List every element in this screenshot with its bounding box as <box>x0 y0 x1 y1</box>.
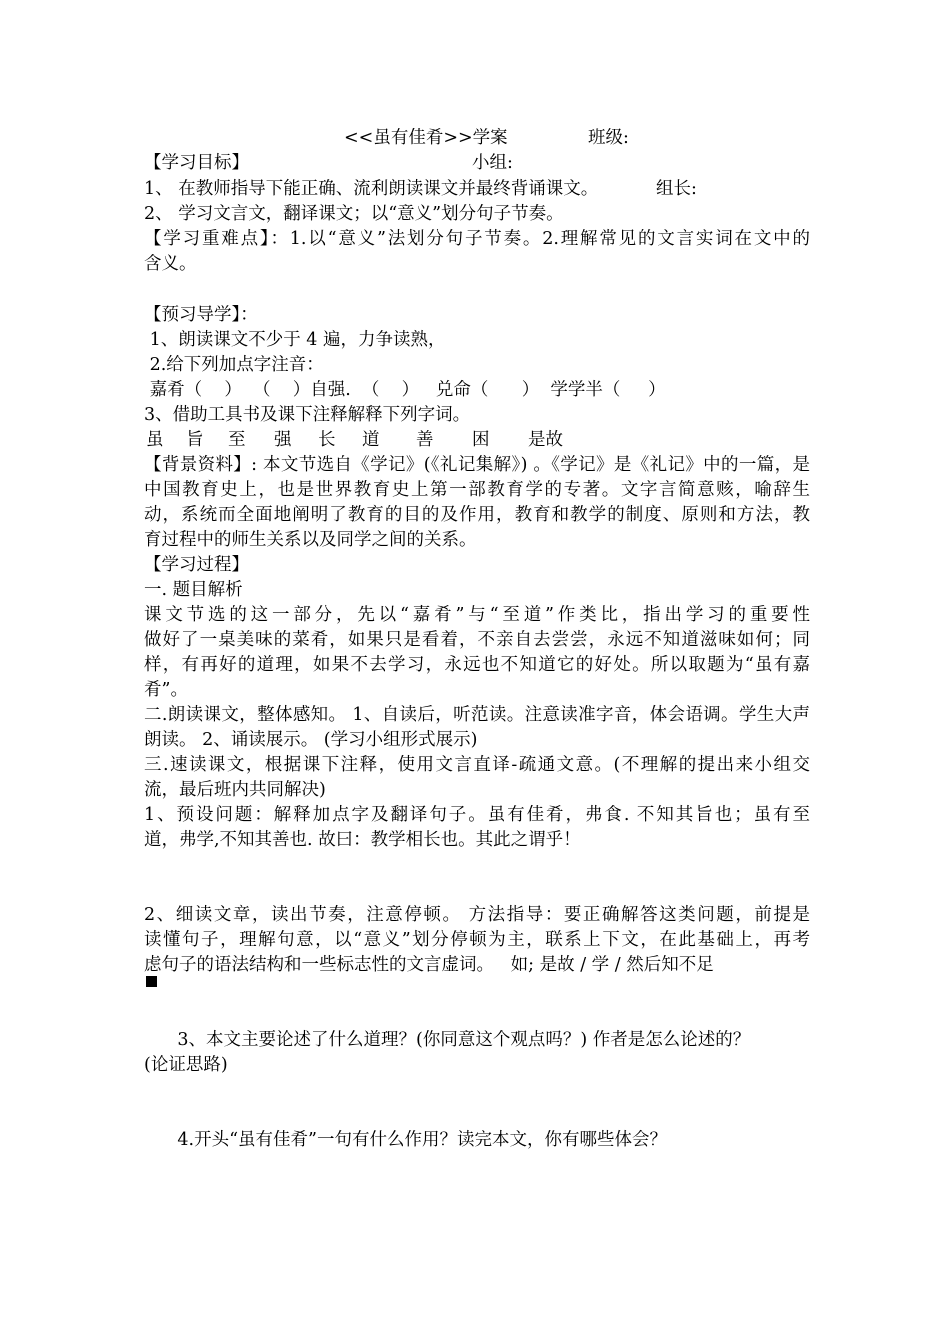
vocab-word: 是故 <box>528 430 563 450</box>
black-square-marker <box>146 976 157 987</box>
vocab-word: 虽 <box>146 430 164 450</box>
preview-item-2: 2.给下列加点字注音： <box>144 355 324 375</box>
objective-item-2: 2、 学习文言文，翻译课文；以“意义”划分句子节奏。 <box>144 204 564 224</box>
vocab-word: 长 <box>318 430 336 450</box>
vocab-word: 困 <box>472 430 490 450</box>
objective-item-1: 1、 在教师指导下能正确、流利朗读课文并最终背诵课文。 <box>144 179 599 199</box>
question-1-line-1: 1、预设问题：解释加点字及翻译句子。虽有佳肴，弗食. 不知其旨也；虽有至 <box>144 805 810 825</box>
document-title: <<虽有佳肴>>学案 <box>344 128 508 148</box>
question-4-line-1: 4.开头“虽有佳肴”一句有什么作用？读完本文，你有哪些体会？ <box>144 1130 667 1150</box>
section-2-line-1: 二.朗读课文，整体感知。 1、自读后，听范读。注意读准字音，体会语调。学生大声 <box>144 705 810 725</box>
question-2-line-3: 虑句子的语法结构和一些标志性的文言虚词。 如; 是故 / 学 / 然后知不足 <box>144 955 714 975</box>
pinyin-blanks-line: 嘉肴（ ） （ ）自强. （ ） 兑命（ ） 学学半（ ） <box>144 380 666 400</box>
question-3-line-1: 3、本文主要论述了什么道理？(你同意这个观点吗？) 作者是怎么论述的？ <box>144 1030 751 1050</box>
class-label: 班级: <box>588 128 629 148</box>
preview-item-3: 3、借助工具书及课下注释解释下列字词。 <box>144 405 471 425</box>
group-label: 小组: <box>472 153 513 173</box>
section-1-paragraph-line-2: 做好了一桌美味的菜肴，如果只是看着，不亲自去尝尝，永远不知道滋味如何；同 <box>144 630 810 650</box>
question-2-line-1: 2、细读文章，读出节奏，注意停顿。 方法指导：要正确解答这类问题，前提是 <box>144 905 810 925</box>
section-2-line-2: 朗读。 2、诵读展示。 (学习小组形式展示) <box>144 730 478 750</box>
section-1-title: 一. 题目解析 <box>144 580 243 600</box>
leader-label: 组长: <box>656 179 697 199</box>
process-heading: 【学习过程】 <box>144 555 249 575</box>
section-3-line-1: 三.速读课文，根据课下注释，使用文言直译-疏通文意。(不理解的提出来小组交 <box>144 755 810 775</box>
key-points-line-2: 含义。 <box>144 254 197 274</box>
background-line-2: 中国教育史上，也是世界教育史上第一部教育学的专著。文字言简意赅，喻辞生 <box>144 480 810 500</box>
section-1-paragraph-line-3: 样，有再好的道理，如果不去学习，永远也不知道它的好处。所以取题为“虽有嘉 <box>144 655 810 675</box>
vocab-word: 旨 <box>186 430 204 450</box>
preview-heading: 【预习导学】： <box>144 305 258 325</box>
background-line-3: 动，系统而全面地阐明了教育的目的及作用，教育和教学的制度、原则和方法，教 <box>144 505 810 525</box>
vocab-word: 至 <box>228 430 246 450</box>
background-line-4: 育过程中的师生关系以及同学之间的关系。 <box>144 530 477 550</box>
question-2-line-2: 读懂句子，理解句意，以“意义”划分停顿为主，联系上下文，在此基础上，再考 <box>144 930 810 950</box>
vocab-word: 强 <box>274 430 292 450</box>
question-3-line-2: (论证思路) <box>144 1055 228 1075</box>
vocab-word: 道 <box>362 430 380 450</box>
vocab-word: 善 <box>416 430 434 450</box>
section-3-line-2: 流，最后班内共同解决) <box>144 780 326 800</box>
key-points-line-1: 【学习重难点】：1.以“意义”法划分句子节奏。2.理解常见的文言实词在文中的 <box>144 229 810 249</box>
preview-item-1: 1、朗读课文不少于 4 遍，力争读熟， <box>144 330 446 350</box>
question-1-line-2: 道，弗学,不知其善也. 故曰：教学相长也。其此之谓乎！ <box>144 830 581 850</box>
section-1-paragraph-line-4: 肴”。 <box>144 680 188 700</box>
objectives-heading: 【学习目标】 <box>144 153 249 173</box>
section-1-paragraph-line-1: 课文节选的这一部分，先以“嘉肴”与“至道”作类比，指出学习的重要性 <box>144 605 810 625</box>
background-line-1: 【背景资料】: 本文节选自《学记》(《礼记集解》) 。《学记》是《礼记》中的一篇，是 <box>144 455 810 475</box>
